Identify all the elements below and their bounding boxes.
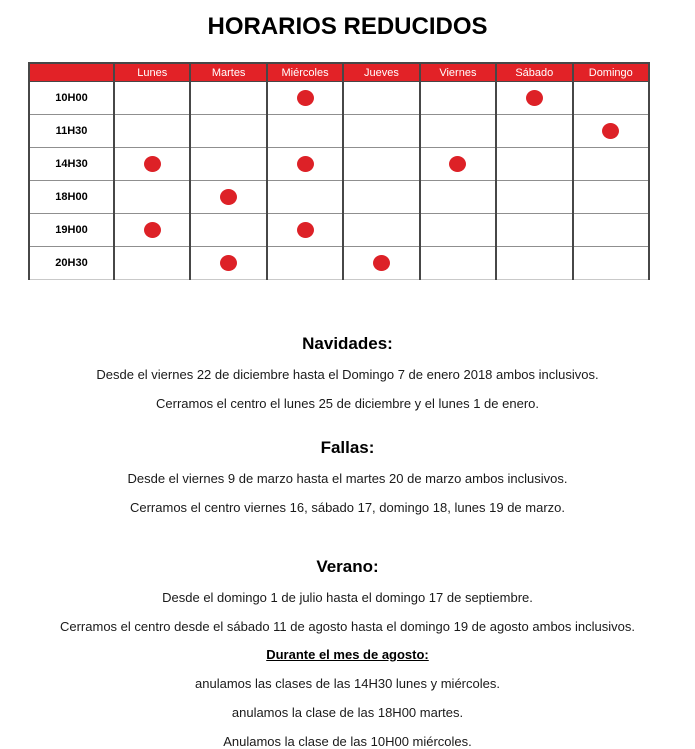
schedule-cell <box>190 82 266 115</box>
schedule-cell <box>573 247 649 280</box>
schedule-cell <box>190 214 266 247</box>
time-label: 19H00 <box>29 214 114 247</box>
schedule-cell <box>267 148 343 181</box>
page-title: HORARIOS REDUCIDOS <box>207 13 488 40</box>
section-text-line: Cerramos el centro viernes 16, sábado 17, domingo 18, lunes 19 de marzo. <box>129 500 566 515</box>
section-text-line: Desde el viernes 22 de diciembre hasta el Domingo 7 de enero 2018 ambos inclusivos. <box>96 367 599 382</box>
scheduled-dot-icon <box>297 90 314 106</box>
schedule-cell <box>267 214 343 247</box>
scheduled-dot-icon <box>220 189 237 205</box>
schedule-cell <box>114 247 190 280</box>
section-text-line: Cerramos el centro desde el sábado 11 de agosto hasta el domingo 19 de agosto ambos inclusivos. <box>59 619 635 634</box>
section-verano <box>0 556 695 635</box>
schedule-cell <box>496 82 572 115</box>
scheduled-dot-icon <box>373 255 390 271</box>
schedule-cell <box>343 247 419 280</box>
section-navidades <box>0 333 695 412</box>
schedule-cell <box>343 214 419 247</box>
time-label: 14H30 <box>29 148 114 181</box>
day-header-1: Lunes <box>114 63 190 82</box>
day-header-6: Sábado <box>496 63 572 82</box>
section-text-line: anulamos la clase de las 18H00 martes. <box>231 705 464 720</box>
schedule-cell <box>420 181 496 214</box>
schedule-cell <box>496 148 572 181</box>
schedule-cell <box>420 148 496 181</box>
schedule-cell <box>114 148 190 181</box>
scheduled-dot-icon <box>297 222 314 238</box>
schedule-table <box>28 62 650 280</box>
time-label: 18H00 <box>29 181 114 214</box>
schedule-cell <box>420 247 496 280</box>
schedule-cell <box>267 247 343 280</box>
table-row <box>29 214 649 247</box>
schedule-cell <box>573 115 649 148</box>
schedule-cell <box>114 115 190 148</box>
schedule-cell <box>190 181 266 214</box>
section-fallas <box>0 437 695 516</box>
time-label: 10H00 <box>29 82 114 115</box>
section-heading-navidades: Navidades: <box>302 334 393 353</box>
section-text-line: Desde el domingo 1 de julio hasta el domingo 17 de septiembre. <box>162 590 533 605</box>
schedule-cell <box>573 82 649 115</box>
table-row <box>29 181 649 214</box>
table-row <box>29 148 649 181</box>
schedule-cell <box>496 214 572 247</box>
section-text-line: anulamos las clases de las 14H30 lunes y miércoles. <box>195 676 500 691</box>
schedule-cell <box>573 148 649 181</box>
table-body <box>29 82 649 280</box>
document-page <box>0 12 695 749</box>
scheduled-dot-icon <box>220 255 237 271</box>
table-header-row <box>29 63 649 82</box>
schedule-cell <box>496 115 572 148</box>
table-row <box>29 82 649 115</box>
section-text-line: Desde el viernes 9 de marzo hasta el martes 20 de marzo ambos inclusivos. <box>127 471 568 486</box>
schedule-cell <box>267 82 343 115</box>
schedule-cell <box>496 247 572 280</box>
schedule-cell <box>343 148 419 181</box>
scheduled-dot-icon <box>297 156 314 172</box>
section-heading-verano: Verano: <box>316 557 379 576</box>
time-label: 11H30 <box>29 115 114 148</box>
section-text-line: Cerramos el centro el lunes 25 de diciembre y el lunes 1 de enero. <box>156 396 539 411</box>
schedule-cell <box>114 214 190 247</box>
schedule-cell <box>267 115 343 148</box>
scheduled-dot-icon <box>144 156 161 172</box>
time-column-header <box>29 63 114 82</box>
schedule-cell <box>343 115 419 148</box>
schedule-cell <box>190 148 266 181</box>
section-heading-fallas: Fallas: <box>320 438 375 457</box>
day-header-2: Martes <box>190 63 266 82</box>
scheduled-dot-icon <box>602 123 619 139</box>
schedule-cell <box>573 181 649 214</box>
schedule-cell <box>267 181 343 214</box>
schedule-cell <box>343 82 419 115</box>
schedule-cell <box>420 115 496 148</box>
section-agosto <box>0 647 695 749</box>
schedule-cell <box>114 181 190 214</box>
table-row <box>29 115 649 148</box>
scheduled-dot-icon <box>144 222 161 238</box>
scheduled-dot-icon <box>526 90 543 106</box>
time-label: 20H30 <box>29 247 114 280</box>
day-header-7: Domingo <box>573 63 649 82</box>
schedule-cell <box>114 82 190 115</box>
day-header-5: Viernes <box>420 63 496 82</box>
schedule-cell <box>343 181 419 214</box>
section-text-line: Anulamos la clase de las 10H00 miércoles. <box>223 734 472 749</box>
schedule-cell <box>190 247 266 280</box>
schedule-cell <box>573 214 649 247</box>
day-header-4: Jueves <box>343 63 419 82</box>
section-heading-agosto: Durante el mes de agosto: <box>266 647 429 662</box>
day-header-3: Miércoles <box>267 63 343 82</box>
schedule-cell <box>190 115 266 148</box>
sections-container <box>0 333 695 749</box>
scheduled-dot-icon <box>449 156 466 172</box>
schedule-cell <box>420 82 496 115</box>
schedule-cell <box>420 214 496 247</box>
table-row <box>29 247 649 280</box>
schedule-cell <box>496 181 572 214</box>
